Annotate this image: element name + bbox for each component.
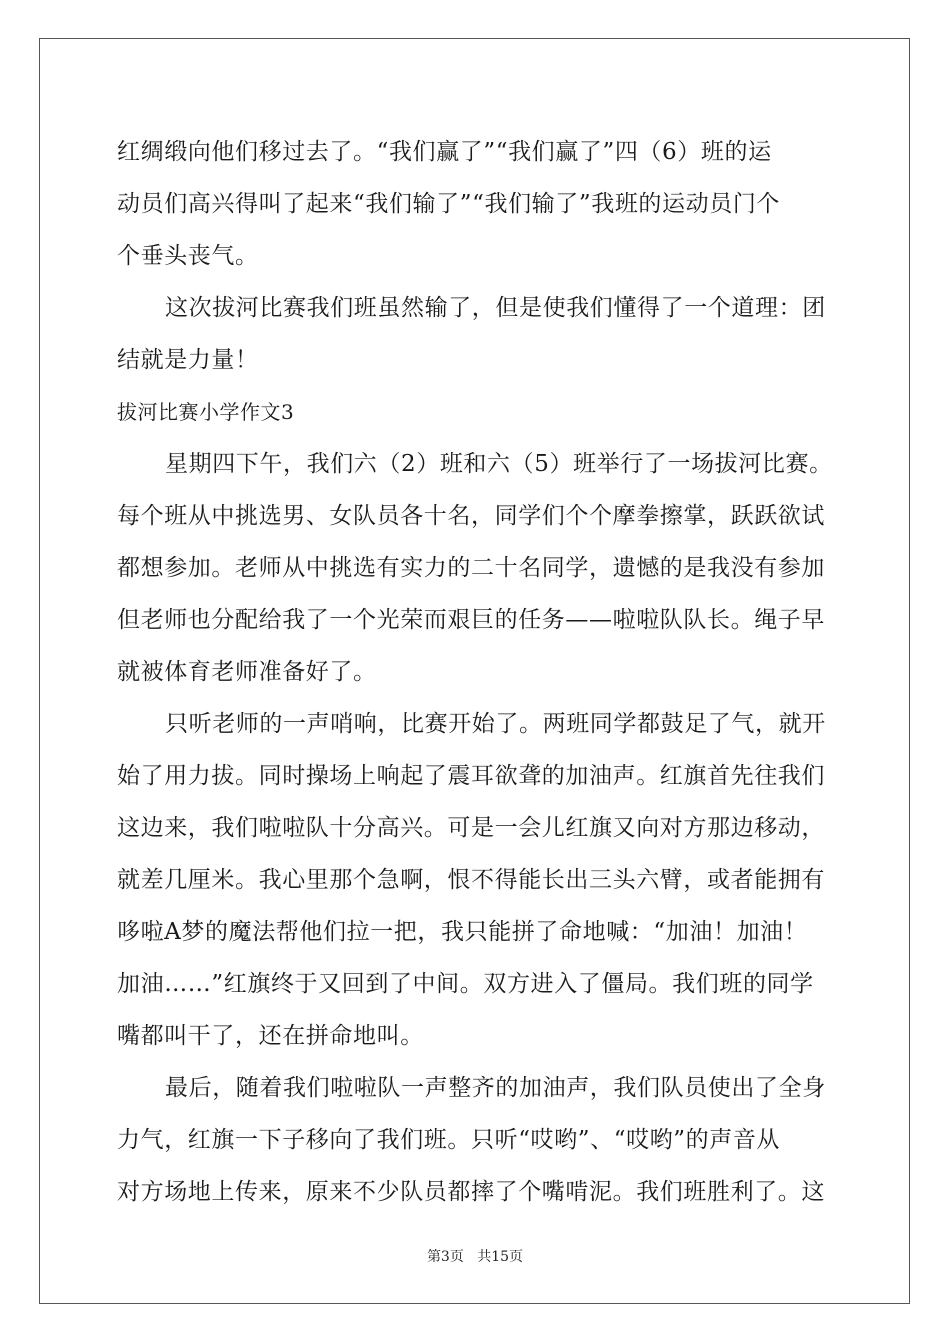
- text-line: 动员们高兴得叫了起来“我们输了”“我们输了”我班的运动员门个: [117, 191, 781, 217]
- text-line: 都想参加。老师从中挑选有实力的二十名同学，遗憾的是我没有参加: [117, 555, 825, 581]
- text-line: 只听老师的一声哨响，比赛开始了。两班同学都鼓足了气，就开: [165, 711, 826, 737]
- paragraph: [117, 126, 836, 282]
- text-line: 这边来，我们啦啦队十分高兴。可是一会儿红旗又向对方那边移动，: [117, 815, 825, 841]
- text-line: 结就是力量！: [117, 347, 259, 373]
- text-line: 每个班从中挑选男、女队员各十名，同学们个个摩拳擦掌，跃跃欲试: [117, 503, 825, 529]
- text-line: 嘴都叫干了，还在拼命地叫。: [117, 1023, 424, 1049]
- text-line: 但老师也分配给我了一个光荣而艰巨的任务——啦啦队队长。绳子早: [117, 607, 825, 633]
- text-line: 哆啦A梦的魔法帮他们拉一把，我只能拼了命地喊：“加油！加油！: [117, 919, 808, 945]
- paragraph: [117, 1062, 836, 1218]
- text-line: 星期四下午，我们六（2）班和六（5）班举行了一场拔河比赛。: [165, 451, 833, 477]
- text-line: 个垂头丧气。: [117, 243, 259, 269]
- text-line: 红绸缎向他们移过去了。“我们赢了”“我们赢了”四（6）班的运: [117, 139, 772, 165]
- text-line: 对方场地上传来，原来不少队员都摔了个嘴啃泥。我们班胜利了。这: [117, 1179, 825, 1205]
- text-line: 最后，随着我们啦啦队一声整齐的加油声，我们队员使出了全身: [165, 1075, 826, 1101]
- text-line: 力气，红旗一下子移向了我们班。只听“哎哟”、“哎哟”的声音从: [117, 1127, 781, 1153]
- total-pages: 共15页: [477, 1249, 524, 1265]
- page-footer: [0, 1246, 950, 1266]
- text-line: 就被体育老师准备好了。: [117, 659, 377, 685]
- document-body: [117, 126, 836, 1218]
- text-line: 始了用力拔。同时操场上响起了震耳欲聋的加油声。红旗首先往我们: [117, 763, 825, 789]
- paragraph: [117, 438, 836, 698]
- text-line: 加油……”红旗终于又回到了中间。双方进入了僵局。我们班的同学: [117, 971, 814, 997]
- text-line: 这次拔河比赛我们班虽然输了，但是使我们懂得了一个道理：团: [165, 295, 826, 321]
- section-heading: 拔河比赛小学作文3: [117, 400, 295, 424]
- text-line: 就差几厘米。我心里那个急啊，恨不得能长出三头六臂，或者能拥有: [117, 867, 825, 893]
- page-number: 第3页: [426, 1249, 464, 1265]
- paragraph: [117, 698, 836, 1062]
- paragraph: [117, 282, 836, 386]
